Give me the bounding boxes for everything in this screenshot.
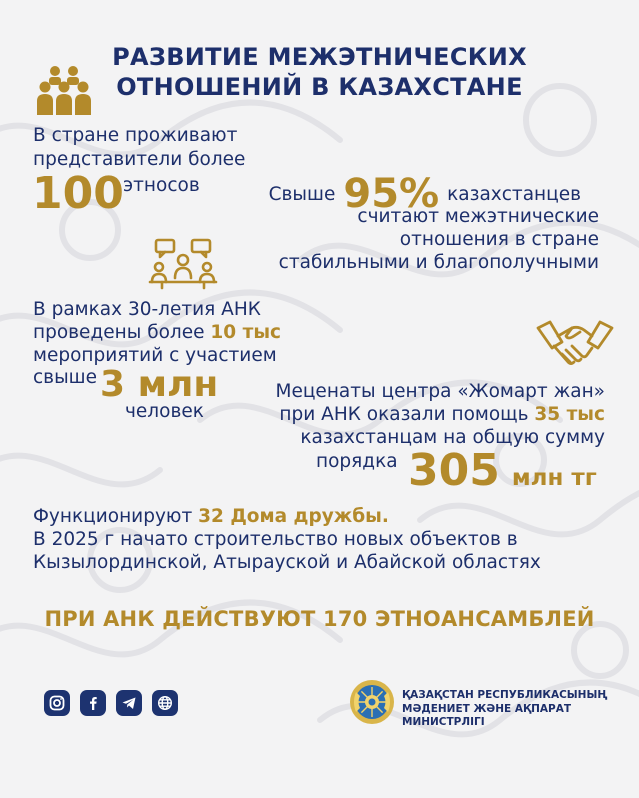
telegram-button[interactable] (116, 690, 142, 716)
block4-line-3: казахстанцам на общую сумму (300, 427, 605, 448)
block1-suffix: этносов (123, 175, 200, 196)
block4-line-1: Меценаты центра «Жомарт жан» (275, 381, 605, 402)
block3-line-1: В рамках 30-летия АНК (33, 299, 261, 320)
block1-line-1: В стране проживают (33, 125, 238, 146)
events-count: 10 тыс (210, 322, 282, 343)
website-button[interactable] (152, 690, 178, 716)
friendship-houses-count: 32 Дома дружбы. (198, 506, 389, 527)
facebook-icon (85, 695, 101, 711)
handshake-icon (536, 318, 614, 370)
block5-line1-prefix: Функционируют (33, 506, 193, 527)
block2-prefix: Свыше (268, 183, 336, 205)
block2-line1-suffix: казахстанцев (447, 183, 581, 205)
block2-line-4: стабильными и благополучными (278, 252, 599, 273)
block3-line-4: свыше (33, 367, 97, 388)
block1-line-2: представители более (33, 149, 246, 170)
recipients-count: 35 тыс (534, 404, 605, 425)
block5-line-3: Кызылординской, Атырауской и Абайской областях (33, 552, 541, 573)
instagram-button[interactable] (44, 690, 70, 716)
facebook-button[interactable] (80, 690, 106, 716)
block3-suffix: человек (125, 401, 204, 422)
page-title-line-2: ОТНОШЕНИЙ В КАЗАХСТАНЕ (116, 73, 523, 101)
block4-line-4: порядка (316, 451, 398, 472)
block3-line-2 (33, 321, 281, 344)
block4-line-2 (279, 403, 605, 426)
block5-line-2: В 2025 г начато строительство новых объектов в (33, 529, 518, 550)
instagram-icon (49, 695, 65, 711)
block3-line2-prefix: проведены более (33, 322, 205, 343)
ethnic-groups-number: 100 (32, 168, 124, 219)
telegram-icon (121, 695, 137, 711)
meeting-icon (148, 238, 218, 290)
aid-amount-number: 305 (408, 445, 500, 496)
ethno-ensembles-banner: ПРИ АНК ДЕЙСТВУЮТ 170 ЭТНОАНСАМБЛЕЙ (44, 607, 595, 631)
block2-line-2: считают межэтнические (357, 206, 599, 227)
ministry-name-line-2: МӘДЕНИЕТ ЖӘНЕ АҚПАРАТ МИНИСТРЛІГІ (402, 703, 571, 728)
ministry-name-line-1: ҚАЗАҚСТАН РЕСПУБЛИКАСЫНЫҢ (402, 689, 608, 701)
kazakhstan-emblem-icon (348, 678, 396, 726)
block2-line-3: отношения в стране (399, 229, 599, 250)
people-group-icon (33, 65, 95, 117)
participants-number: 3 млн (100, 364, 219, 405)
aid-amount (408, 447, 597, 497)
block3-line-3: мероприятий с участием (33, 345, 277, 366)
page-title-line-1: РАЗВИТИЕ МЕЖЭТНИЧЕСКИХ (112, 43, 527, 71)
stability-percent: 95% (343, 171, 440, 217)
aid-amount-unit: млн тг (511, 465, 597, 491)
globe-icon (157, 695, 173, 711)
block4-line2-prefix: при АНК оказали помощь (279, 404, 529, 425)
block5-line-1 (33, 505, 389, 528)
